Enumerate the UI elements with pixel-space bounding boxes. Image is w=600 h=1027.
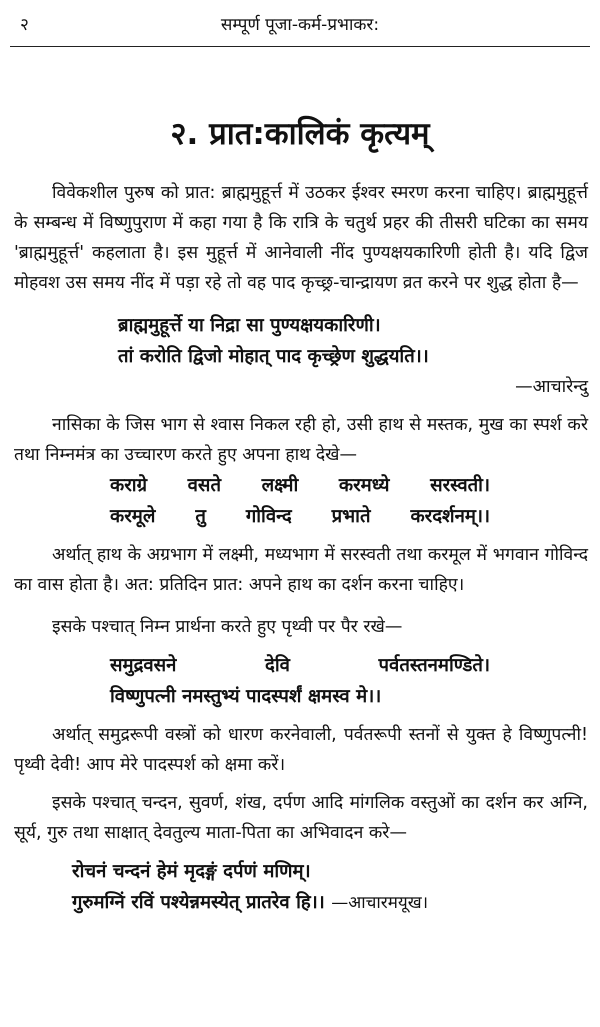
- book-title: सम्पूर्ण पूजा-कर्म-प्रभाकर:: [220, 15, 380, 35]
- verse-3-line-2: विष्णुपत्नी नमस्तुभ्यं पादस्पर्शं क्षमस्व मे।।: [110, 686, 382, 707]
- verse-1-line-2: तां करोति द्विजो मोहात् पाद कृच्छ्रेण शुद्धयति।।: [118, 346, 429, 367]
- page-number: २: [20, 15, 29, 35]
- paragraph-6: इसके पश्चात् चन्दन, सुवर्ण, शंख, दर्पण आदि मांगलिक वस्तुओं का दर्शन कर अग्नि, सूर्य, गुरु तथा साक्षात् देवतुल्य माता-पिता का अभिवादन करे—: [14, 793, 588, 843]
- header-rule: [10, 46, 590, 47]
- verse-2-line-1: कराग्रे वसते लक्ष्मी करमध्ये सरस्वती।: [110, 475, 490, 496]
- paragraph-4: इसके पश्चात् निम्न प्रार्थना करते हुए पृथ्वी पर पैर रखे—: [52, 617, 403, 637]
- paragraph-3: अर्थात् हाथ के अग्रभाग में लक्ष्मी, मध्यभाग में सरस्वती तथा करमूल में भगवान गोविन्द का वास होता है। अत: प्रतिदिन प्रात: अपने हाथ का दर्शन करना चाहिए।: [14, 545, 588, 595]
- running-header: [16, 12, 584, 36]
- body-text: [14, 178, 588, 919]
- paragraph-2: नासिका के जिस भाग से श्वास निकल रही हो, उसी हाथ से मस्तक, मुख का स्पर्श करे तथा निम्नमंत्र का उच्चारण करते हुए अपना हाथ देखे—: [14, 415, 588, 465]
- verse-4-line-2-row: [14, 887, 588, 919]
- verse-2-line-2: करमूले तु गोविन्द प्रभाते करदर्शनम्।।: [110, 506, 490, 527]
- verse-1-line-1: ब्राह्ममुहूर्त्ते या निद्रा सा पुण्यक्षयकारिणी।: [118, 315, 381, 336]
- paragraph-5: अर्थात् समुद्ररूपी वस्त्रों को धारण करनेवाली, पर्वतरूपी स्तनों से युक्त हे विष्णुपत्नी! पृथ्वी देवी! आप मेरे पादस्पर्श को क्षमा करें।: [14, 725, 588, 775]
- verse-3-line-1: समुद्रवसने देवि पर्वतस्तनमण्डिते।: [110, 655, 490, 676]
- verse-4-source: —आचारमयूख।: [331, 893, 429, 913]
- verse-1-source: —आचारेन्दु: [515, 377, 588, 397]
- paragraph-1: विवेकशील पुरुष को प्रात: ब्राह्ममुहूर्त्त में उठकर ईश्वर स्मरण करना चाहिए। ब्राह्ममुहूर्त्त के सम्बन्ध में विष्णुपुराण में कहा गया है कि रात्रि के चतुर्थ प्रहर की तीसरी घटिका का समय 'ब्राह्ममुहूर्त्त' कहलाता है। इस मुहूर्त्त में आनेवाली नींद पुण्यक्षयकारिणी होती है। यदि द्विज मोहवश उस समय नींद में पड़ा रहे तो वह पाद कृच्छ्र-चान्द्रायण व्रत करने पर शुद्ध होता है—: [14, 183, 588, 293]
- verse-4-line-2: गुरुमग्निं रविं पश्येन्नमस्येत् प्रातरेव हि।।: [72, 892, 325, 913]
- verse-4-line-1: रोचनं चन्दनं हेमं मृदङ्गं दर्पणं मणिम्।: [72, 861, 311, 882]
- chapter-title: २. प्रात:कालिकं कृत्यम्: [170, 116, 430, 152]
